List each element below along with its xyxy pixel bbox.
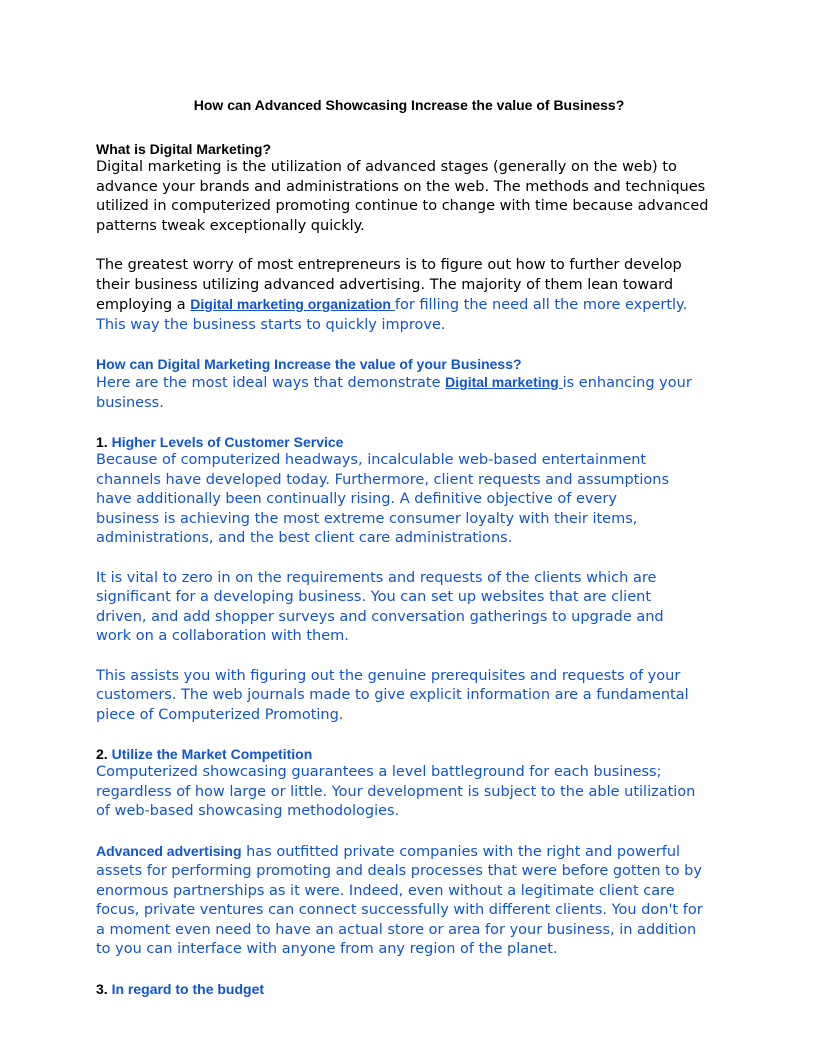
bold-phrase: Advanced advertising — [96, 842, 242, 859]
paragraph: This assists you with figuring out the genuine prerequisites and requests of your customers. The web journals made to give explicit information are a fundamental piece of Computerized Promoting. — [96, 667, 689, 723]
paragraph-text: is enhancing your business. — [96, 375, 692, 411]
item-number: 2. — [96, 746, 108, 762]
item-title: Utilize the Market Competition — [111, 746, 313, 762]
paragraph: Digital marketing is the utilization of advanced stages (generally on the web) to advance your brands and administrations on the web. The methods and techniques utilized in computerized promoting continue to change with time because advanced patterns tweak exceptionally quickly. — [96, 159, 709, 234]
paragraph-entrepreneurs — [96, 256, 722, 335]
item-heading-2 — [96, 745, 722, 763]
paragraph-text: Here are the most ideal ways that demonstrate — [96, 375, 446, 391]
item-title: In regard to the budget — [111, 980, 265, 997]
paragraph-text: for filling the need all the more expertly. This way the business starts to quickly improve. — [96, 297, 688, 333]
paragraph: Computerized showcasing guarantees a level battleground for each business; regardless of how large or little. Your development is subject to the able utilization of web-based showcasing methodologies. — [96, 764, 696, 819]
item-number: 3. — [96, 980, 108, 997]
document-title: How can Advanced Showcasing Increase the value of Business? — [193, 97, 625, 113]
digital-marketing-link-2[interactable]: Digital marketing — [445, 374, 563, 390]
item-heading-1 — [96, 433, 722, 451]
paragraph — [96, 842, 722, 960]
document-page — [96, 96, 722, 998]
item-title: Higher Levels of Customer Service — [111, 434, 344, 450]
paragraph: Because of computerized headways, incalculable web-based entertainment channels have developed today. Furthermore, client requests and assumptions have additionally been continually rising. A definitive objective of every business is achieving the most extreme consumer loyalty with their items, administrations, and the best client care administrations. — [96, 452, 669, 546]
item-number: 1. — [96, 434, 108, 450]
digital-marketing-link[interactable]: Digital marketing — [190, 296, 308, 312]
section-heading-increase-value: How can Digital Marketing Increase the value of your Business? — [96, 356, 522, 372]
item-heading-3 — [96, 980, 722, 998]
paragraph-text: The greatest worry of most entrepreneurs is to figure out how to further develop their business utilizing advanced advertising. The majority of them lean toward employing a — [96, 257, 682, 313]
section-heading-what-is-digital-marketing: What is Digital Marketing? — [96, 141, 272, 157]
paragraph-intro — [96, 373, 722, 413]
organization-link[interactable]: organization — [307, 296, 395, 312]
paragraph: It is vital to zero in on the requirements and requests of the clients which are significant for a developing business. You can set up websites that are client driven, and add shopper surveys and conversation gatherings to upgrade and work on a collaboration with them. — [96, 569, 664, 644]
paragraph-text: has outfitted private companies with the right and powerful assets for performing promoting and deals processes that were before gotten to by enormous partnerships as it were. Indeed, even without a legitimate client care focus, private ventures can connect successfully with different clients. You don't for a moment even need to have an actual store or area for your business, in addition to you can interface with anyone from any region of the planet. — [96, 843, 703, 957]
